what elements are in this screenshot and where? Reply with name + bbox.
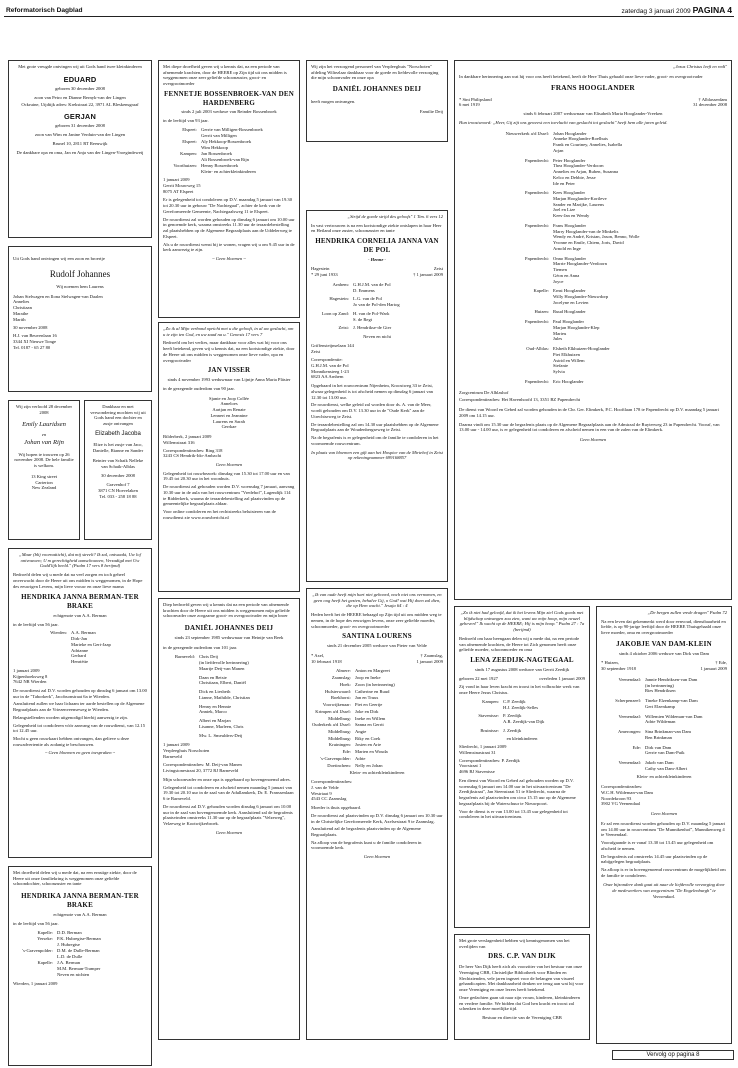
obituary-lourens: „Ik van oude heeft mijn hart niet gehoord, noch niet ons vernomen, en geen oog heeft het gezien, behalve Gij, o God! wat Hij doen zal dien, die op Hem wacht." Jesaja 64 : 4 Heden heeft het de HEERE behaagd op Zijn tijd uit ons midden weg te nemen, in de hope des eeuwigen levens, onze zeer geliefde moeder, schoonmoeder, groot- en overgrootmoeder SANTINA LOURENS sinds 21 december 2005 weduwe van Pieter van Velde * Axel, 10 februari 1918 † Zaamslag, 1 januari 2009 Almere: Anton en Margreet Zaamslag: Joop en Ineke Hoek: Zoon (in herinnering) Hulsterwaard: Catherine en Ruud Boekhorst: Jan en Truus Voorwijkenaar: Piet en Geertje Krimpen a/d IJssel: Joke en Dirk Middelburg: Ineke en Willem Ouderkerk a/d IJssel: Sanna en Gerrit Middelburg: Angie Middelburg: Riky en Coek Kruiningen: Josien en Arie Ede: Marten en Wouda 's-Gravenpolder: Adrie Doetinchem: Nelly en Johan Klein- en achterkleinkinderen Correspondentieadres: J. van de Velde Westrtaat 9 4543 CC Zaamslag Moeder is thuis opgebaard. De rouwdienst zal plaatsvinden op D.V. dinsdag 6 januari om 10.30 uur in de Christelijke Gereformeerde Kerk, Axelsestraat 9 te Zaamslag. Aansluitend zal de begrafenis plaatsvinden op de Algemene Begraafplaats. Na afloop van de begrafenis kunt u de familie condoleren in voornoemde kerk. Geen bloemen (306, 588, 448, 1040)
relative-names: Marten en Wouda (355, 749, 388, 755)
relative-place: Huizen: (534, 309, 549, 315)
relative-names: Mw. L. Smeulders-Deij (199, 732, 243, 738)
relative-names: Onno Hooglander Marrie Hooglander-Verdoorn Tiemen Géon en Anna Joyce (553, 255, 607, 284)
relative-place: Papendrecht: (525, 378, 549, 384)
relative-place: Middelburg: (328, 735, 351, 741)
relative-names: Ineke en Willem (355, 715, 386, 721)
relative-names: Dirk van Dam Gerrie van Dam-Puik (645, 744, 685, 756)
relative-place: Nieuwerkerk a/d IJssel: (505, 130, 549, 136)
relative-place (163, 704, 195, 715)
relative-names: Gerrie van Milligen-Bossenbroek Gerrit van Milligen (201, 126, 263, 138)
relative-names: P. Zeedijk A.R. Zeedijk-van Dijk (503, 713, 545, 725)
deceased-name: HENDRIKA JANNA BERMAN-TER BRAKE (21, 892, 139, 909)
relative-names: Anton en Margreet (355, 668, 390, 674)
relative-place: Almere: (335, 668, 351, 674)
relative-names: H. van de Pol-Wark S. de Regt (353, 310, 390, 322)
relative-names: C.P. Zeedijk H.J. Zeedijk-Selles (503, 698, 539, 710)
relative-place: Middelburg: (328, 715, 351, 721)
relative-names: Chris Deij (in liefdevolle herinnering) Maartje Deij-van Manen (199, 654, 249, 671)
relative-place: Elspeet: (182, 126, 197, 132)
relative-names: Tineke Elzenkamp-van Dam Gert Elzenkamp (645, 698, 698, 709)
obituary-berman-inlaws: Met droefheid delen wij u mede dat, na een ernstige ziekte, door de Heere uit onze familiekring is weggenomen onze geliefde schoondochter, schoonzuster en tante HENDRIKA JANNA BERMAN-TER BRAKE echtgenote van A.A. Berman in de leeftijd van 56 jaar. Kapelle: D.D. Berman Yerseke: P.K. Hubregtse-Berman J. Hubregtse 's-Gravenpolder: D.M. de Dulle-Berman L.D. de Dulle Kapelle: J.A. Berman M.M. Berman-Tramper Neven en nichten Wierden, 1 januari 2009 (8, 866, 152, 1066)
relative-place: Hagestein: (329, 296, 349, 302)
relative-place: Papendrecht: (525, 157, 549, 163)
relative-names: L.G. van de Pol Jo van de Pol-den Hartog (353, 296, 400, 308)
birth-announcement-lingen: Met grote vreugde ontvingen wij uit Gods hand twee kleinkinderen EDUARD geboren 30 december 2008 zoon van Petro en Dianne Bernyk-van der Lingen Ockruine, Uijdtijk adres: Krekstraat 22, 3971 AL Bleskensgraaf GERJAN geboren 31 december 2008 zoon van Wim en Janine Verduin-van der Lingen Brunel 10, 2811 RT Reeuwijk De dankbare opa en oma, Jan en Anja van der Lingen-Vroegindeweij (8, 60, 152, 238)
relative-place: Middelburg: (328, 728, 351, 734)
relative-place: Loon op Zand: (321, 310, 349, 316)
continued-on-page-tag[interactable]: Vervolg op pagina 8 (612, 1050, 734, 1060)
relative-names: Sanna en Gerrit (355, 722, 384, 728)
relative-names: Sina Brinkman-van Dam Ben Brinkman (645, 729, 691, 740)
relative-place: Zeist: (338, 325, 349, 331)
obituary-berman-family: „Maar (blij voornatticht), dat mij streelt? Ik zal, ontwaakt, Uw lof ontvouwen; U m gerechtigheid aanschouwen, Verzadigd met Uw Godd'lijk beeld." (Psalm 17 vers 8 berijmd) Bedroefd delen wij u mede dat na veel zorgen en toch geheel onverwacht door de Heere uit ons midden is weggenomen, in de Hope des eeuwigen Levens, mijn lieve vrouw en onze lieve mama HENDRIKA JANNA BERMAN-TER BRAKE echtgenote van A.A. Berman in de leeftijd van 56 jaar. Wierden: A.A. Berman Dirk-Jan Marieke en Gert-Jaap Adrianne Gerhard Henriëtte 1 januari 2009 Kijpenhoeksweg 8 7642 NR Wierden De rouwdienst zal D.V. worden gehouden op dinsdag 6 januari om 13.00 uur in de "Taborkerk", Jacobsonstraat 6a te Wierden. Aansluitend zullen we haar lichaam ter aarde bestellen op de Algemene Begraafplaats aan de Vriezenveenseweg te Wierden. Belangstellenden worden uitgenodigd hierbij aanwezig te zijn. Gelegenheid tot condoleren vóór aanvang van de rouwdienst, van 12.15 tot 12.45 uur. Mocht u geen rouwkaart hebben ontvangen, dan gelieve u deze rouwadvertentie als zodanig te beschouwen. ~ Geen bloemen en geen toespraken ~ (8, 548, 152, 858)
relative-names: Adrie (355, 755, 366, 761)
deceased-name: DANIËL JOHANNES DEIJ (184, 624, 274, 633)
relative-names: D.D. Berman (57, 930, 82, 936)
relative-names: J. Zeedijk (503, 727, 522, 733)
child-name-eduard: EDUARD (63, 74, 97, 84)
relative-place: Voorwijkenaar: (322, 702, 351, 708)
relative-place: Krimpen a/d IJssel: (315, 708, 351, 714)
relative-place: Elspeet: (182, 138, 197, 144)
relative-names: Eric Hooglander (553, 378, 584, 384)
relative-names: Jan en Truus (355, 695, 379, 701)
relative-names: Paul Hooglander Marjan Hooglander-Klep Marieu Jules (553, 319, 600, 342)
relative-place: Yerseke: (37, 936, 53, 942)
relative-place: Veenendaal: (618, 713, 641, 719)
relative-names: J.A. Berman M.M. Berman-Tramper Neven en nichten (57, 960, 101, 977)
relative-names: Johan Hooglander Anneke Hooglander-Roelhuis Frank en Courtney, Annelies, Isabella Arjan (553, 130, 623, 153)
obituary-bossenbroek: Met diepe droefheid geven wij u kennis dat, na een periode van afnemende krachten, door de HEERE op Zijn tijd uit ons midden is weggenomen onze zeer geliefde schoonzuster, groot- en overgrootmoeder FENNETJE BOSSENBROEK-VAN DEN HARDENBERG sinds 2 juli 2003 weduwe van Reinder Bossenbroek in de leeftijd van 93 jaar. Elspeet: Gerrie van Milligen-Bossenbroek Gerrit van Milligen Elspeet: Aly Hekkoop-Bossenbroek Wim Hekkoop Kampen: Jan Bossenbroek Ali Bossenbroek-van Rijn Voorthuizen: Henny Bossenbroek Klein- en achterkleinkinderen 1 januari 2009 Gerrit Mouwweg 15 8075 AT Elspeet Er is gelegenheid tot condoleren op D.V. maandag 5 januari van 19.30 tot 20.30 uur in gebouw "De Nachtegaal", achter de kerk van de Gereformeerde Gemeente, Nachtegaalsweg 11 te Elspeet. De rouwdienst zal worden gehouden op dinsdag 6 januari om 10.00 uur in genoemde kerk, waarna omstreeks 11.30 uur de teraardebestelling zal plaatshebben op de Algemene Begraafplaats aan de Uddelerweg te Elspeet. Als u de rouwdienst wenst bij te wonen, vragen wij u om 9.45 uur in de kerk aanwezig te zijn. ~ Geen bloemen ~ (158, 60, 300, 318)
relative-names: Jannie Hendriksen-van Dam (in herinnering) Ries Hendriksen (645, 676, 698, 694)
child-name-gerjan: GERJAN (63, 112, 96, 122)
relative-place (163, 718, 195, 729)
relative-place: Papendrecht: (525, 255, 549, 261)
relative-names: Dick en Liesbeth Lianne, Mathilde, Christian (199, 689, 250, 700)
relative-names: Kees Hooglander Marjan Hooglander-Kortleve Sander en Marijke, Laurens Joel en Lize Kees-Jan en Wendy (553, 190, 607, 219)
relative-place: Oud-Alblas: (526, 346, 549, 352)
relative-place: 's-Gravenpolder: (320, 755, 351, 761)
relative-names: Ernst Hooglander Willy Hooglander-Nieuwdorp Jocelyne en Levien (553, 288, 609, 305)
relative-names: Zoon (in herinnering) (355, 681, 395, 687)
relative-place: Ouderkerk a/d IJssel: (311, 722, 351, 728)
relative-place: Hoek: (339, 681, 351, 687)
relative-place (163, 675, 195, 686)
relative-place (163, 689, 195, 700)
obituary-van-de-pol: „Strijd de goede strijd des geloofs" 1 Tim. 6 vers 12 In vast vertrouwen is na een kortstondige ziekte ontslapen in haar Heer en Heiland onze zuster, schoonzuster en tante HENDRIKA CORNELIA JANNA VAN DE POL - Henne - Hagestein * 29 juni 1933 Zeist † 1 januari 2009 Arnhem: G.H.J.M. van de Pol D. Emmens Hagestein: L.G. van de Pol Jo van de Pol-den Hartog Loon op Zand: H. van de Pol-Wark S. de Regt Zeist: J. Hendrikse-de Gier Neven en nicht Griffensteijnselaan 144 Zeist Correspondentie: G.H.J.M. van de Pol Monnikensteeg 1-23 6823 AA Arnhem Opgebaard in het rouwcentrum Nijenheim, Kroostweg 33 te Zeist, alwaar gelegenheid is tot afscheid nemen op dinsdag 6 januari van 12.30 tot 13.00 uur. De rouwdienst, welke geleid zal worden door ds. A. van de Meer, wordt gehouden om D.V. 13.30 uur in de "Oude Kerk" aan de Utrechtseweg te Zeist. De teraardebestelling zal om 14.30 uur plaatshebben op de Algemene Begraafplaats aan de Woudenbergseweg te Zeist. Na de begrafenis is er gelegenheid om de familie te condoleren in het voornoemde rouwcentrum. In plaats van bloemen een gift aan het Hospice van de Mirtehof in Zeist op rekeningnummer 699168857 (306, 210, 448, 582)
relative-names: G.H.J.M. van de Pol D. Emmens (353, 281, 391, 293)
relative-names: Riky en Coek (355, 735, 381, 741)
relative-place: Kruiningen: (328, 742, 351, 748)
birth-announcement-jacoba: Dankbaar en met verwondering mochten wij uit Gods hand een dochter en zusje ontvangen Elizabeth Jacoba Elize is het zusje van Jaco, Danielle, Rianne en Sander Beinier van Schaik Nelleke van Schaik-Alblas 30 december 2008 Gravenhof 7 3871 CN Hoevelaken Tel. 033 - 258 18 88 (84, 400, 152, 540)
relative-names: Henny en Hennie Anniek, Marco (199, 703, 232, 715)
deceased-name: HENDRIKA JANNA BERMAN-TER BRAKE (21, 593, 139, 611)
relative-place: Kapelle: (37, 930, 53, 936)
relative-place: Bruinisse: (480, 727, 499, 733)
relative-names: Willemien Wildeman-van Dam Adrie Wildeman (645, 713, 703, 725)
obituary-zeedijk: „Zo ik niet had geloofd, dat ik het levens Mijn ziel Gods goeds met blijdschap ontvangen zou zien, want uw mijn hoop, mijn neuzel geheven!" Ik wacht op de HEERE; Hij is mijn hoop." Psalm 27 : 7a (berijmd) Bedroefd om haar heengaan delen wij u mede dat, na een periode van afnemende krachten, de Heere tot Zich genomen heeft onze geliefde moeder, schoonmoeder en oma LENA ZEEDIJK-NAGTEGAAL sinds 17 augustus 2008 weduwe van Gerrit Zeedijk geboren 22 mei 1927 overleden 1 januari 2009 Zij vond in haar leven kracht en troost in het volbrachte werk van onze Heere Jezus Christus. Kampen: C.P. Zeedijk H.J. Zeedijk-Selles Stavenisse: P. Zeedijk A.R. Zeedijk-van Dijk Bruinisse: J. Zeedijk en kleinkinderen Sliedrecht, 1 januari 2009 Willemsinastraat 31 Correspondentieadres: P. Zeedijk Voorstraat 1 4696 BJ Stavenisse Een dienst van Woord en Gebed zal gehouden worden op D.V. woensdag 6 januari om 14.00 uur in het uitvaartcentrum "De Zeedijkstraat", Jan Steenstraat 51 te Sliedrecht, waarna de begrafenis zal plaatsvinden om circa 15.15 uur op de Algemene begraafplaats bij de Waterschuur te Nieuwpoort. Voor de dienst is er van 13.00 tot 13.45 uur gelegenheid tot condoleren in het uitvaartcentrum. (454, 606, 590, 928)
relative-names: Elsbeth Elkhuizen-Hooglander Piet Elkhuizen Astrid en Willem Stefanie Sylvia (553, 346, 610, 375)
relative-place: Hulsterwaard: (324, 688, 351, 694)
relative-place: Papendrecht: (525, 222, 549, 228)
relative-names: Piet en Geertje (355, 702, 383, 708)
relative-place: Ede: (342, 749, 351, 755)
relative-place: Arnhem: (332, 281, 349, 287)
relative-names: Catherine en Ruud (355, 688, 390, 694)
relative-place: Veenendaal: (618, 676, 641, 682)
relative-place: Kampen: (482, 698, 499, 704)
relative-place: Scherpenzeel: (615, 698, 641, 704)
relative-names: D.M. de Dulle-Berman L.D. de Dulle (57, 948, 100, 960)
relative-place: Boekhorst: (330, 695, 351, 701)
deceased-name: JAKOBJE VAN DAM-KLEIN (616, 639, 712, 648)
page-date: zaterdag 3 januari 2009 PAGINA 4 (621, 5, 732, 15)
relative-place: Papendrecht: (525, 190, 549, 196)
relative-place: Voorthuizen: (173, 162, 197, 168)
obituary-visser: „Zo ik al Mijn verbond opricht met u die gelooft, in al uw geslacht, om u te zijn ten God, en uw zaad na u." Genesis 17 vers 7 Bedroefd om het verlies, maar dankbaar voor alles wat hij voor ons heeft betekend, geven wij u kennis dat, na een kortstondige ziekte, door de Heere uit ons midden is weggenomen onze lieve vader, opa en overgrootvader JAN VISSER sinds 4 november 1993 weduwnaar van Lijntje Anna Maria Pläsier in de gezegende ouderdom van 90 jaar. Sjanie en Joop Collée Anneloes Aartjan en Renate Lennert en Jeannine Laurens en Sarah Gerrkae Bilderberk, 2 januari 2009 Willemstraat 316 Correspondentieadres: Ring 318 3243 CS Hendrik-Ido-Ambacht Geen bloemen Gelegenheid tot rouwbezoek: dinsdag van 15.30 tot 17.00 uur en van 19.45 tot 20.30 uur in het woonhuis. De rouwdienst zal gehouden worden D.V. woensdag 7 januari, aanvang 10.30 uur in de aula van het rouwcentrum "Vredehof", Lagendijk 114 te Ridderkerk, waarna de teraardebestelling zal plaatsvinden op de gemeentelijke begraafplaats aldaar. Voor online condoleren en het rechtstreeks beluisteren van de rouwdienst zie www.rouwbericht.nl (158, 322, 300, 592)
deceased-name: JAN VISSER (207, 366, 251, 375)
relative-names: Jakob van Dam Cathy van Dam-Albert (645, 759, 688, 771)
relative-names: Ruud Hooglander (553, 309, 586, 315)
obituary-van-dam-klein: „De bergen zullen vrede dragen" Psalm 72 Na een leven dat gekenmerkt werd door eenvoud, dienstbaarheid en liefde, is op 90-jarige leeftijd door de HEERE Thuisgehaald onze lieve moeder, oma en overgrootmoeder JAKOBJE VAN DAM-KLEIN sinds 4 oktober 2006 weduwe van Dirk van Dam * Huizen, 30 september 1918 † Ede, 1 januari 2009 Veenendaal: Jannie Hendriksen-van Dam (in herinnering) Ries Hendriksen Scherpenzeel: Tineke Elzenkamp-van Dam Gert Elzenkamp Veenendaal: Willemien Wildeman-van Dam Adrie Wildeman Amerongen: Sina Brinkman-van Dam Ben Brinkman Ede: Dirk van Dam Gerrie van Dam-Puik Veenendaal: Jakob van Dam Cathy van Dam-Albert Klein- en achterkleinkinderen Correspondentieadres: W.C.H. Wildeman-van Dam Noordekroon 93 3902 VG Veenendaal Geen bloemen Er zal een rouwdienst worden gehouden op D.V. maandag 5 januari om 14.00 uur in rouwcentrum "De Munnikenhof", Munnikenweg 4 te Veenendaal. Voorafgaande is er vanaf 13.30 tot 13.45 uur gelegenheid om afscheid te nemen. De begrafenis zal omstreeks 14.45 uur plaatsvinden op de nabijgelegen begraafplaats. Na afloop is er in bovengenoemd rouwcentrum de mogelijkheid om de familie te condoleren. Onze bijzondere dank gaat uit naar de liefdevolle verzorging door de medewerkers van zorgcentrum "De Engelenburgh" te Veenendaal. (596, 606, 732, 1044)
relative-names: J. Hendrikse-de Gier (353, 325, 392, 331)
relative-names: Josien en Arie (355, 742, 382, 748)
deceased-name: HENDRIKA CORNELIA JANNA VAN DE POL (315, 237, 439, 254)
relative-names: Albert en Marjan Lisanne, Marleen, Chris (199, 718, 244, 729)
deceased-name: LENA ZEEDIJK-NAGTEGAAL (470, 656, 574, 665)
deceased-name: DANIËL JOHANNES DEIJ (332, 85, 422, 94)
relative-place: Kapelle: (37, 960, 53, 966)
relative-place: Barneveld: (174, 654, 195, 660)
relative-names: Joop en Ineke (355, 675, 381, 681)
newspaper-name: Reformatorisch Dagblad (6, 7, 83, 14)
page-header (4, 3, 734, 17)
obituary-deij: Diep bedroefd geven wij u kennis dat na een periode van afnemende krachten door de Heere uit ons midden is weggenomen mijn geliefde schoonvader onze zorgzame groot- en overgrootvader en mijn broer DANIËL JOHANNES DEIJ sinds 23 september 1985 weduwnaar van Heintje van Beek in de gezegende ouderdom van 101 jaar. Barneveld: Chris Deij (in liefdevolle herinnering) Maartje Deij-van Manen Daan en Betsie Christiaan, Elbert, Daniël Dick en Liesbeth Lianne, Mathilde, Christian Henny en Hennie Anniek, Marco Albert en Marjan Lisanne, Marleen, Chris Mw. L. Smeulders-Deij 1 januari 2009 Verpleeghuis Norschoten Barneveld Correspondentieadres: M. Deij-van Manen Livingstonestraat 20, 3772 RJ Barneveld Mijn schoonvader en onze opa is opgebaard op bovengenoemd adres. Gelegenheid tot condoleren en afscheid nemen maandag 5 januari van 19.30 tot 20.10 uur in de zaal van de Adullamkerk, Dr. E. Franssenlaan 6 te Barneveld. De rouwdienst zal D.V. gehouden worden dinsdag 6 januari om 10.00 uur in de zaal van bovengenoemde kerk. Aansluitend zal de begrafenis plaatsvinden omstreeks 11.30 uur op de begraafplaats "Velzeweg", Velzeweg te Kootwijkerbroek. Geen bloemen (158, 598, 300, 1040)
deceased-name: DRS. C.P. VAN DIJK (488, 952, 556, 961)
relative-names: P.K. Hubregtse-Berman J. Hubregtse (57, 936, 101, 948)
relative-names: Daan en Betsie Christiaan, Elbert, Daniël (199, 674, 246, 686)
deceased-name: SANTINA LOURENS (342, 632, 412, 641)
obituary-van-dijk: Met grote verslagenheid hebben wij kennisgenomen van het overlijden van DRS. C.P. VAN DIJK De heer Van Dijk heeft zich als voorzitter van het bestuur van onze Vereniging CBB, Christelijke Bibliotheek voor Blinden en Slechtzienden, vele jaren ingezet voor de belangen van visueel gehandicapten. Met dankbaarheid denken we terug aan wat hij voor onze Vereniging en onze lezers heeft betekend. Onze gedachten gaan uit naar zijn vrouw, kinderen, kleinkinderen en verdere familie. We bidden dat God hen kracht en troost zal schenken in deze moeilijke tijd. Bestuur en directie van de Vereniging CBB (454, 934, 590, 1040)
deceased-name: FENNETJE BOSSENBROEK-VAN DEN HARDENBERG (164, 89, 294, 107)
relative-place: Kampen: (180, 150, 197, 156)
relative-names: Angie (355, 728, 367, 734)
relative-place: Veenendaal: (618, 759, 641, 765)
relative-place: Ede: (632, 744, 641, 750)
relative-names: Jan Bossenbroek Ali Bossenbroek-van Rijn (201, 150, 249, 162)
deceased-name: FRANS HOOGLANDER (551, 83, 635, 93)
relative-names: Frans Hooglander Marry Hooglander-van de Minkelis Wendy en André, Kristan, Jason, Benno, Wolle Yvonne en Emile, Chiem, Joris, David Arnold en Inge (553, 222, 640, 251)
obituary-hooglander: „Jezus Christus leeft en redt" In dankbare herinnering aan wat hij voor ons heeft betekend, heeft de Here Thuis gehaald onze lieve vader, groot- en overgrootvader FRANS HOOGLANDER * Sint Philipsland 6 mei 1919 † Alblasserdam 31 december 2008 sinds 6 februari 2007 weduwnaar van Elisabeth Maria Hooglander-Vreeken Hun troostwoord: „Heer, Gij zijt ons geweest een toevlucht van geslacht tot geslacht" heeft hem alle jaren geleid. Nieuwerkerk a/d IJssel: Johan Hooglander Anneke Hooglander-Roelhuis Frank en Courtney, Annelies, Isabella Arjan Papendrecht: Peter Hooglander Thea Hooglander-Verdoorn Annelies en Arjan, Ruben, Susanna Kelco en Debbie, Jesse Ide en Peter Papendrecht: Kees Hooglander Marjan Hooglander-Kortleve Sander en Marijke, Laurens Joel en Lize Kees-Jan en Wendy Papendrecht: Frans Hooglander Marry Hooglander-van de Minkelis Wendy en André, Kristan, Jason, Benno, Wolle Yvonne en Emile, Chiem, Joris, David Arnold en Inge Papendrecht: Onno Hooglander Marrie Hooglander-Verdoorn Tiemen Géon en Anna Joyce Kapelle: Ernst Hooglander Willy Hooglander-Nieuwdorp Jocelyne en Levien Huizen: Ruud Hooglander Papendrecht: Paul Hooglander Marjan Hooglander-Klep Marieu Jules Oud-Alblas: Elsbeth Elkhuizen-Hooglander Piet Elkhuizen Astrid en Willem Stefanie Sylvia Papendrecht: Eric Hooglander Zorgcentrum De Alblashof Correspondentieadres: Het Havenhoofd 13, 3351 BZ Papendrecht De dienst van Woord en Gebed zal worden gehouden in de Chr. Ger. Elimkerk, P.C. Hooftlaan 178 te Papendrecht op D.V. maandag 5 januari 2009 om 14.15 uur. Daarna vindt om 15.30 uur de begrafenis plaats op de Algemene Begraafplaats aan de Admiraal de Ruyterweg 23 in Papendrecht. Vooraf, van 13.00 uur - 14.00 uur, is er gelegenheid tot condoleren en afscheid nemen in een van de zalen van de Elimkerk. Geen bloemen (454, 60, 732, 600)
engagement-announcement: Wij zijn verloofd 28 december 2008 Emily Lauridsen en Johan van Rijn Wij hopen te trouwen op 26 november 2008. De hele familie is welkom. 13 King street Carterton New Zealand (8, 400, 80, 540)
relative-names: Nelly en Johan (355, 762, 383, 768)
relative-names: Peter Hooglander Thea Hooglander-Verdoorn Annelies en Arjan, Ruben, Susanna Kelco en Debbie, Jesse Ide en Peter (553, 157, 619, 186)
relative-names: Henny Bossenbroek Klein- en achterkleinkinderen (201, 162, 256, 174)
relative-place: 's-Gravenpolder: (22, 948, 53, 954)
relative-place (163, 733, 195, 739)
relative-names: Aly Hekkoop-Bossenbroek Wim Hekkoop (201, 138, 252, 150)
relative-place: Amerongen: (618, 729, 641, 735)
relative-names: Joke en Dirk (355, 708, 379, 714)
birth-announcement-rudolf: Uit Gods hand ontvingen wij een zoon en broertje Rudolf Johannes Wij noemen hem Laurens Johan Stelwagen en Ilona Stelwagen-van Daalen Annelies Christiaan Marathe Marith 30 november 2008 H.J. van Beuvenlaan 16 3344 XI Nieuwe Tonge Tel. 0187 - 65 27 80 (8, 246, 152, 392)
relative-place: Kapelle: (533, 288, 549, 294)
thanks-deij: Wij zijn het verzorgend personeel van Verpleeghuis "Norschoten" afdeling Wiltezlaar dankbaar voor de goede en liefdevolle verzorging die mijn schoonvader en onze opa DANIËL JOHANNES DEIJ heeft mogen ontvangen. Familie Deij (306, 60, 448, 142)
relative-place: Doetinchem: (327, 762, 351, 768)
relative-place: Stavenisse: (478, 713, 499, 719)
relative-place: Zaamslag: (331, 675, 351, 681)
relative-place: Papendrecht: (525, 319, 549, 325)
